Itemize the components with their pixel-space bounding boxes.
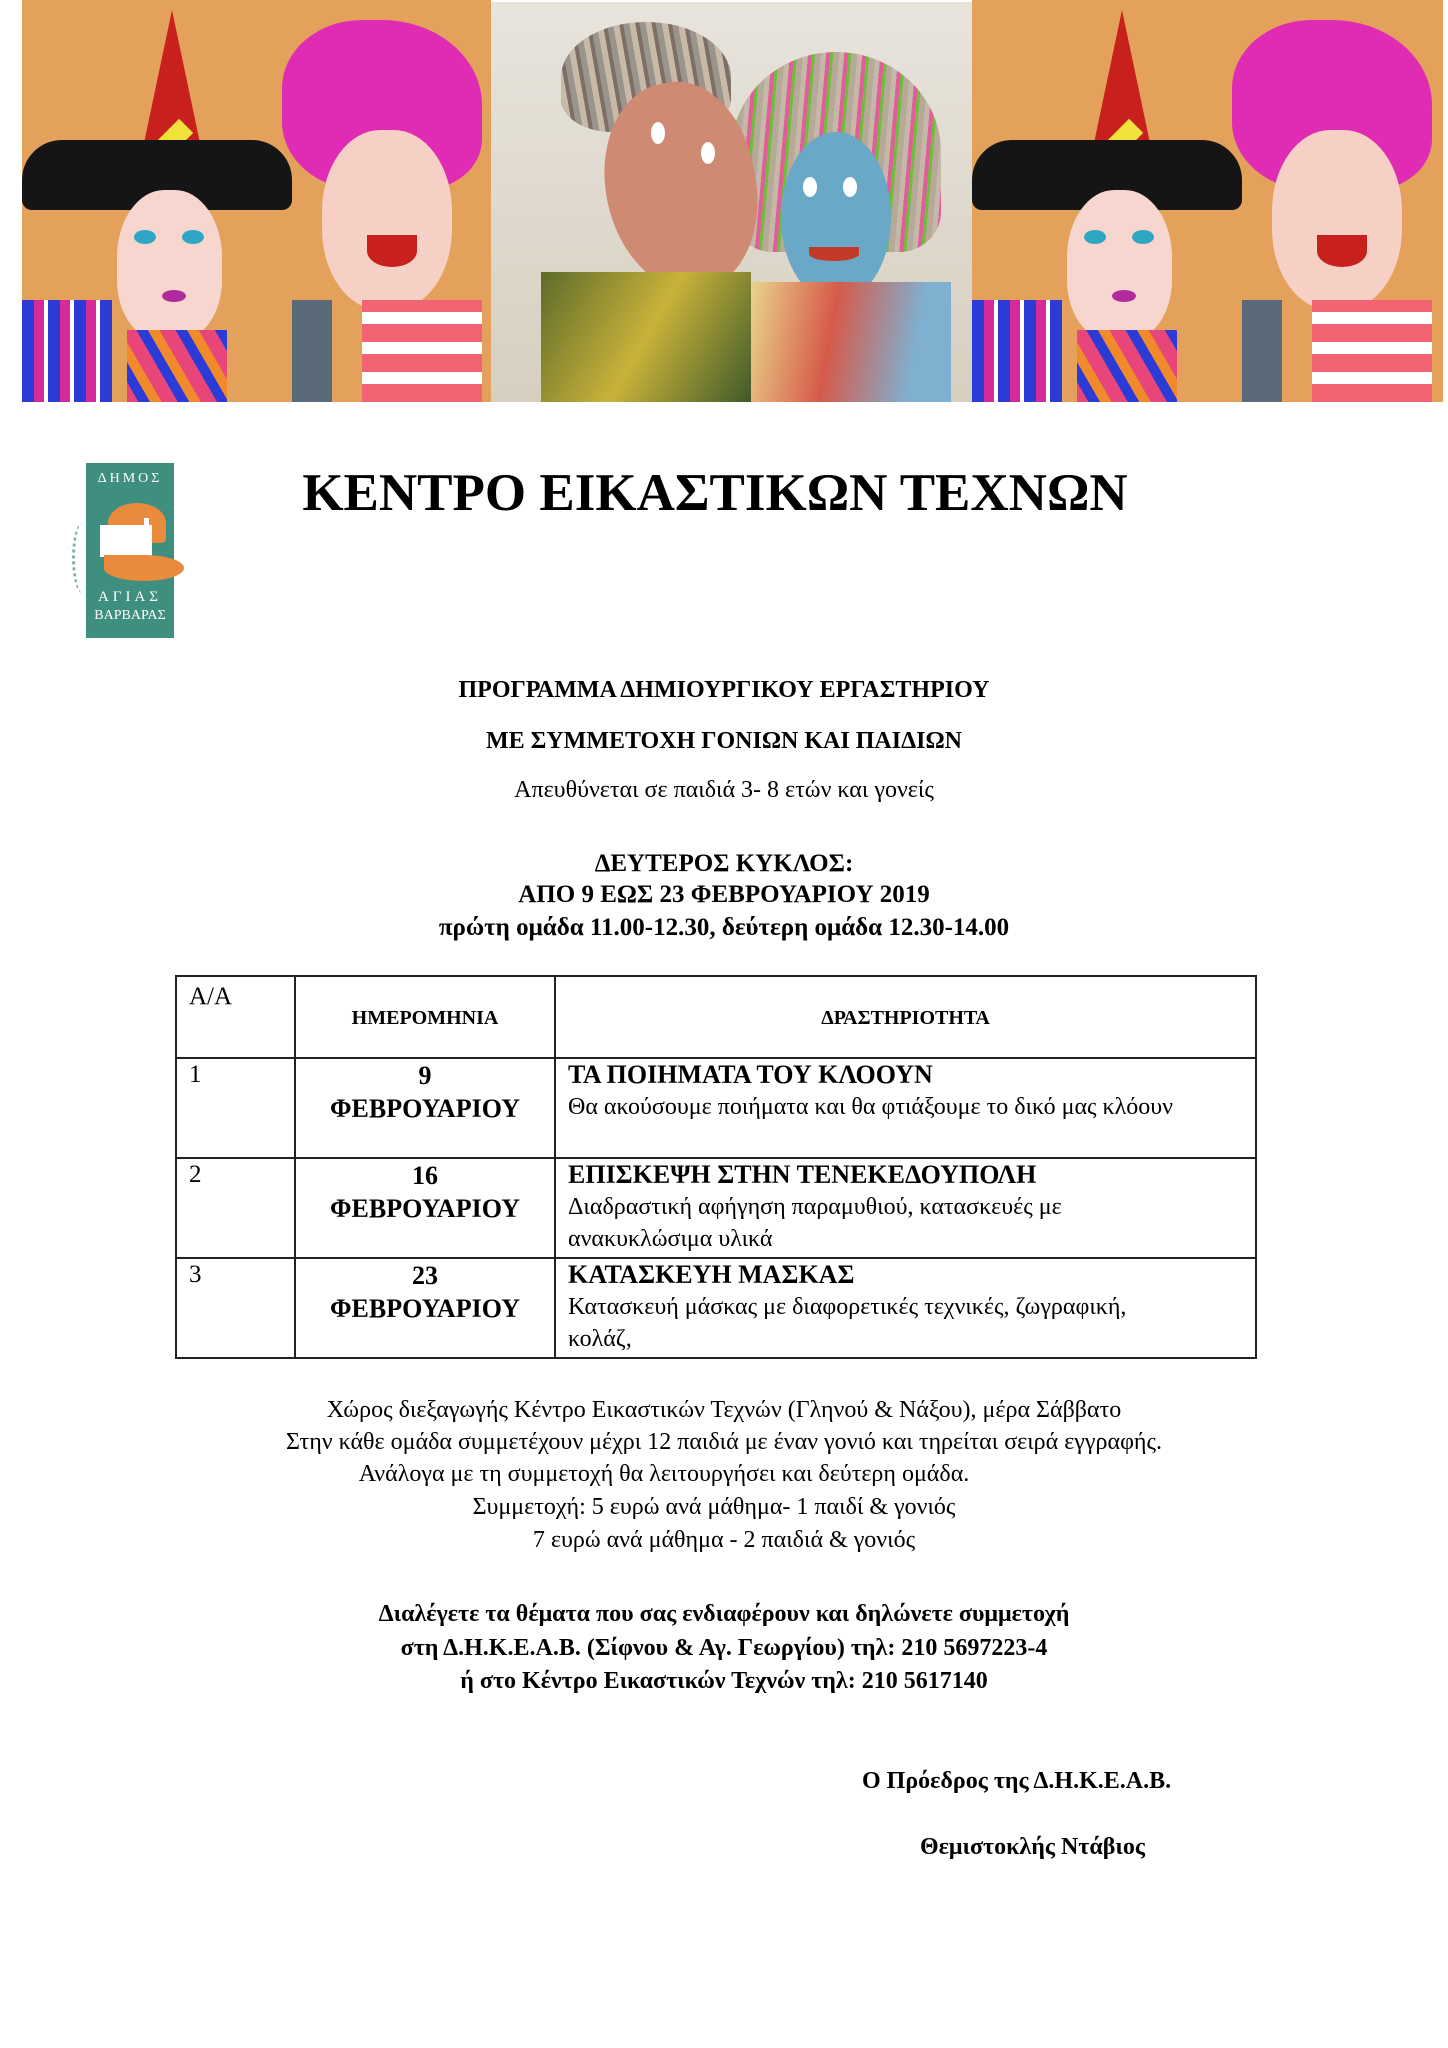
eye-shape <box>1132 230 1154 244</box>
row-month: ΦΕΒΡΟΥΑΡΙΟΥ <box>329 1194 521 1223</box>
patterned-body-shape <box>362 300 482 402</box>
header-date-label: ΗΜΕΡΟΜΗΝΙΑ <box>351 1007 499 1029</box>
striped-body-shape <box>127 330 227 402</box>
header-activity <box>555 976 1256 1058</box>
eye-shape <box>651 122 665 144</box>
header-date <box>295 976 555 1058</box>
gray-sleeve-shape <box>292 300 332 402</box>
puppet-clothes-shape <box>751 282 951 402</box>
eye-shape <box>843 177 857 197</box>
smile-shape <box>367 235 417 267</box>
smile-shape <box>809 247 859 261</box>
striped-sleeve-shape <box>972 300 1062 402</box>
row-date <box>295 1158 555 1258</box>
page-title: ΚΕΝΤΡΟ ΕΙΚΑΣΤΙΚΩΝ ΤΕΧΝΩΝ <box>302 464 1128 522</box>
schedule-table <box>175 975 1257 1359</box>
info-second-group: Ανάλογα με τη συμμετοχή θα λειτουργήσει και δεύτερη ομάδα. <box>358 1461 970 1487</box>
activity-description: Κατασκευή μάσκας με διαφορετικές τεχνικές, ζωγραφική, κολάζ, <box>568 1294 1127 1352</box>
info-price-one: Συμμετοχή: 5 ευρώ ανά μάθημα- 1 παιδί & γονιός <box>472 1494 956 1520</box>
logo-text-varvaras: ΒΑΡΒΑΡΑΣ <box>94 608 166 623</box>
activity-title: ΕΠΙΣΚΕΨΗ ΣΤΗΝ ΤΕΝΕΚΕΔΟΥΠΟΛΗ <box>568 1160 1037 1189</box>
registration-line2: στη Δ.Η.Κ.Ε.Α.Β. (Σίφνου & Αγ. Γεωργίου) τηλ: 210 5697223-4 <box>400 1635 1048 1661</box>
program-heading-line1: ΠΡΟΓΡΑΜΜΑ ΔΗΜΙΟΥΡΓΙΚΟΥ ΕΡΓΑΣΤΗΡΙΟΥ <box>458 677 990 703</box>
activity-description: Θα ακούσουμε ποιήματα και θα φτιάξουμε το δικό μας κλόουν <box>568 1094 1174 1120</box>
clown-puppets-photo-right <box>972 0 1443 402</box>
row-activity <box>555 1058 1256 1158</box>
header-activity-label: ΔΡΑΣΤΗΡΙΟΤΗΤΑ <box>821 1007 990 1029</box>
row-date <box>295 1058 555 1158</box>
date-range: ΑΠΟ 9 ΕΩΣ 23 ΦΕΒΡΟΥΑΡΙΟΥ 2019 <box>518 881 930 908</box>
face-shape <box>322 130 452 310</box>
row-month: ΦΕΒΡΟΥΑΡΙΟΥ <box>329 1094 521 1123</box>
audience-text: Απευθύνεται σε παιδιά 3- 8 ετών και γονείς <box>514 777 934 803</box>
laurel-icon <box>72 523 93 593</box>
eye-shape <box>701 142 715 164</box>
logo-text-agias: ΑΓΙΑΣ <box>97 589 163 605</box>
yarn-puppets-photo-center <box>491 2 972 402</box>
signature-name: Θεμιστοκλής Ντάβιος <box>920 1834 1145 1860</box>
row-index-value: 2 <box>189 1161 202 1188</box>
row-index <box>176 1158 295 1258</box>
registration-line3: ή στο Κέντρο Εικαστικών Τεχνών τηλ: 210 5617140 <box>460 1668 988 1694</box>
row-index <box>176 1058 295 1158</box>
row-index-value: 3 <box>189 1261 202 1288</box>
info-venue: Χώρος διεξαγωγής Κέντρο Εικαστικών Τεχνών (Γληνού & Νάξου), μέρα Σάββατο <box>326 1397 1122 1423</box>
cycle-heading: ΔΕΥΤΕΡΟΣ ΚΥΚΛΟΣ: <box>594 850 854 877</box>
registration-line1: Διαλέγετε τα θέματα που σας ενδιαφέρουν και δηλώνετε συμμετοχή <box>378 1601 1070 1627</box>
patterned-body-shape <box>1312 300 1432 402</box>
face-shape <box>1067 190 1172 340</box>
header-index <box>176 976 295 1058</box>
row-day: 23 <box>412 1261 438 1290</box>
info-capacity: Στην κάθε ομάδα συμμετέχουν μέχρι 12 παιδιά με έναν γονιό και τηρείται σειρά εγγραφής. <box>286 1429 1162 1455</box>
clown-puppets-photo-left <box>22 0 491 402</box>
row-day: 16 <box>412 1161 438 1190</box>
face-shape <box>117 190 222 340</box>
row-day: 9 <box>418 1061 432 1090</box>
striped-sleeve-shape <box>22 300 112 402</box>
eye-shape <box>134 230 156 244</box>
eye-shape <box>1084 230 1106 244</box>
table-row <box>176 1258 1256 1358</box>
gray-sleeve-shape <box>1242 300 1282 402</box>
mouth-shape <box>162 290 186 302</box>
row-activity <box>555 1258 1256 1358</box>
table-header-row <box>176 976 1256 1058</box>
activity-description: Διαδραστική αφήγηση παραμυθιού, κατασκευές με ανακυκλώσιμα υλικά <box>568 1194 1062 1252</box>
table-row <box>176 1158 1256 1258</box>
eye-shape <box>182 230 204 244</box>
group-times: πρώτη ομάδα 11.00-12.30, δεύτερη ομάδα 12.30-14.00 <box>438 914 1010 941</box>
signature-role: Ο Πρόεδρος της Δ.Η.Κ.Ε.Α.Β. <box>862 1768 1172 1794</box>
table-row <box>176 1058 1256 1158</box>
smile-shape <box>1317 235 1367 267</box>
logo-text-dimos: ΔΗΜΟΣ <box>97 471 163 486</box>
info-price-two: 7 ευρώ ανά μάθημα - 2 παιδιά & γονιός <box>532 1527 916 1553</box>
activity-title: ΤΑ ΠΟΙΗΜΑΤΑ ΤΟΥ ΚΛΟΟΥΝ <box>568 1060 933 1089</box>
eye-shape <box>803 177 817 197</box>
mouth-shape <box>1112 290 1136 302</box>
road-icon <box>104 555 184 581</box>
row-activity <box>555 1158 1256 1258</box>
program-heading-line2: ΜΕ ΣΥΜΜΕΤΟΧΗ ΓΟΝΙΩΝ ΚΑΙ ΠΑΙΔΙΩΝ <box>485 728 962 754</box>
puppet-clothes-shape <box>541 272 751 402</box>
row-index <box>176 1258 295 1358</box>
striped-body-shape <box>1077 330 1177 402</box>
header-index-label: Α/Α <box>189 983 233 1010</box>
row-index-value: 1 <box>189 1061 202 1088</box>
activity-title: ΚΑΤΑΣΚΕΥΗ ΜΑΣΚΑΣ <box>568 1260 855 1289</box>
row-date <box>295 1258 555 1358</box>
puppet-face-shape <box>781 132 891 302</box>
face-shape <box>1272 130 1402 310</box>
row-month: ΦΕΒΡΟΥΑΡΙΟΥ <box>329 1294 521 1323</box>
